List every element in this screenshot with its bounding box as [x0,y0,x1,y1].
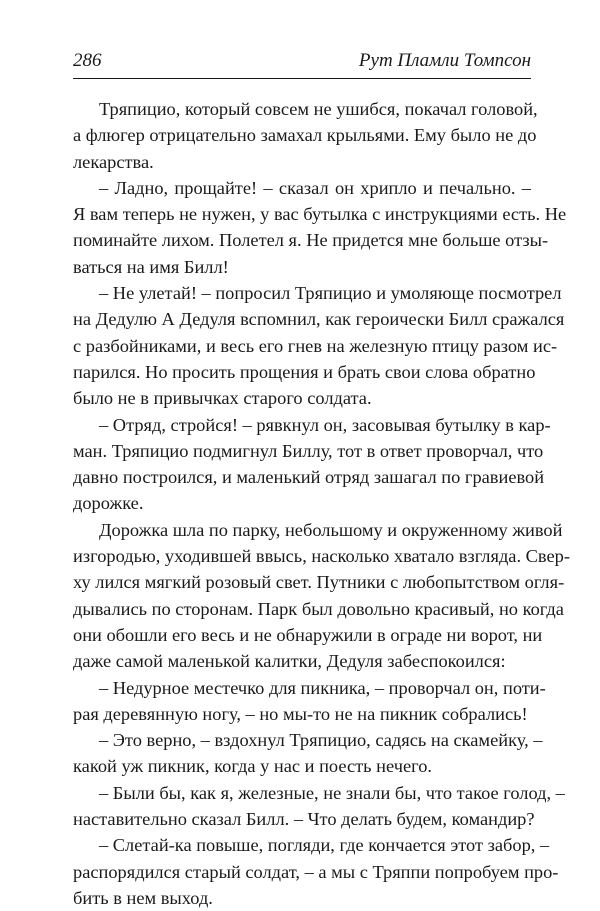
paragraph [73,517,570,675]
text-line: Дорожка шла по парку, небольшому и окруженному живой [99,519,563,540]
text-line: поминайте лихом. Полетел я. Не придется мне больше отзы- [73,230,549,251]
text-line: ман. Тряпицио подмигнул Биллу, тот в ответ проворчал, что [73,440,544,461]
text-line: давно построился, и маленький отряд зашагал по гравиевой [73,467,545,488]
text-line: парился. Но просить прощения и брать свои слова обратно [73,361,536,382]
text-line: изгородью, уходившей ввысь, насколько хватало взгляда. Свер- [73,546,570,567]
text-line: дывались по сторонам. Парк был довольно красивый, но когда [73,598,564,619]
text-line: Я вам теперь не нужен, у вас бутылка с инструкциями есть. Не [73,204,567,225]
paragraph [73,96,538,175]
running-title: Рут Пламли Томпсон [358,50,531,71]
text-line: бить в нем выход. [73,887,213,908]
text-line: – Недурное местечко для пикника, – проворчал он, поти- [99,677,546,698]
page-number: 286 [73,50,102,71]
text-line: дорожке. [73,493,144,514]
text-line: было не в привычках старого солдата. [73,388,372,409]
text-line: – Это верно, – вздохнул Тряпицио, садясь на скамейку, – [99,730,543,751]
text-line: – Отряд, стройся! – рявкнул он, засовывая бутылку в кар- [99,414,551,435]
header-rule [73,78,531,79]
text-line: на Дедулю А Дедуля вспомнил, как героически Билл сражался [73,309,565,330]
paragraph [73,675,546,728]
paragraph [73,412,551,517]
text-line: ху лился мягкий розовый свет. Путники с любопытством огля- [73,572,565,593]
text-line: ваться на имя Билл! [73,256,229,277]
text-line: наставительно сказал Билл. – Что делать будем, командир? [73,809,535,830]
text-line: а флюгер отрицательно замахал крыльями. Ему было не до [73,125,537,146]
text-line: лекарства. [73,151,154,172]
text-line: – Слетай-ка повыше, погляди, где кончается этот забор, – [99,835,550,856]
text-line: Тряпицио, который совсем не ушибся, покачал головой, [99,99,538,119]
text-line: какой уж пикник, когда у нас и поесть нечего. [73,756,432,777]
paragraph [73,832,559,911]
text-line: – Были бы, как я, железные, не знали бы, что такое голод, – [99,782,565,803]
paragraph [73,175,567,280]
text-line: они обошли его весь и не обнаружили в ограде ни ворот, ни [73,624,543,645]
page-header [73,50,531,74]
text-line: даже самой маленькой калитки, Дедуля забеспокоился: [73,651,506,672]
text-line: с разбойниками, и весь его гнев на железную птицу разом ис- [73,335,558,356]
text-line: – Ладно, прощайте! – сказал он хрипло и печально. – [99,177,531,198]
text-line: рая деревянную ногу, – но мы-то не на пикник собрались! [73,703,528,724]
body-text [73,96,570,911]
paragraph [73,280,565,411]
text-line: – Не улетай! – попросил Тряпицио и умоляюще посмотрел [99,283,562,304]
text-line: распорядился старый солдат, – а мы с Тряппи попробуем про- [73,861,559,882]
paragraph [73,780,565,833]
paragraph [73,727,543,780]
